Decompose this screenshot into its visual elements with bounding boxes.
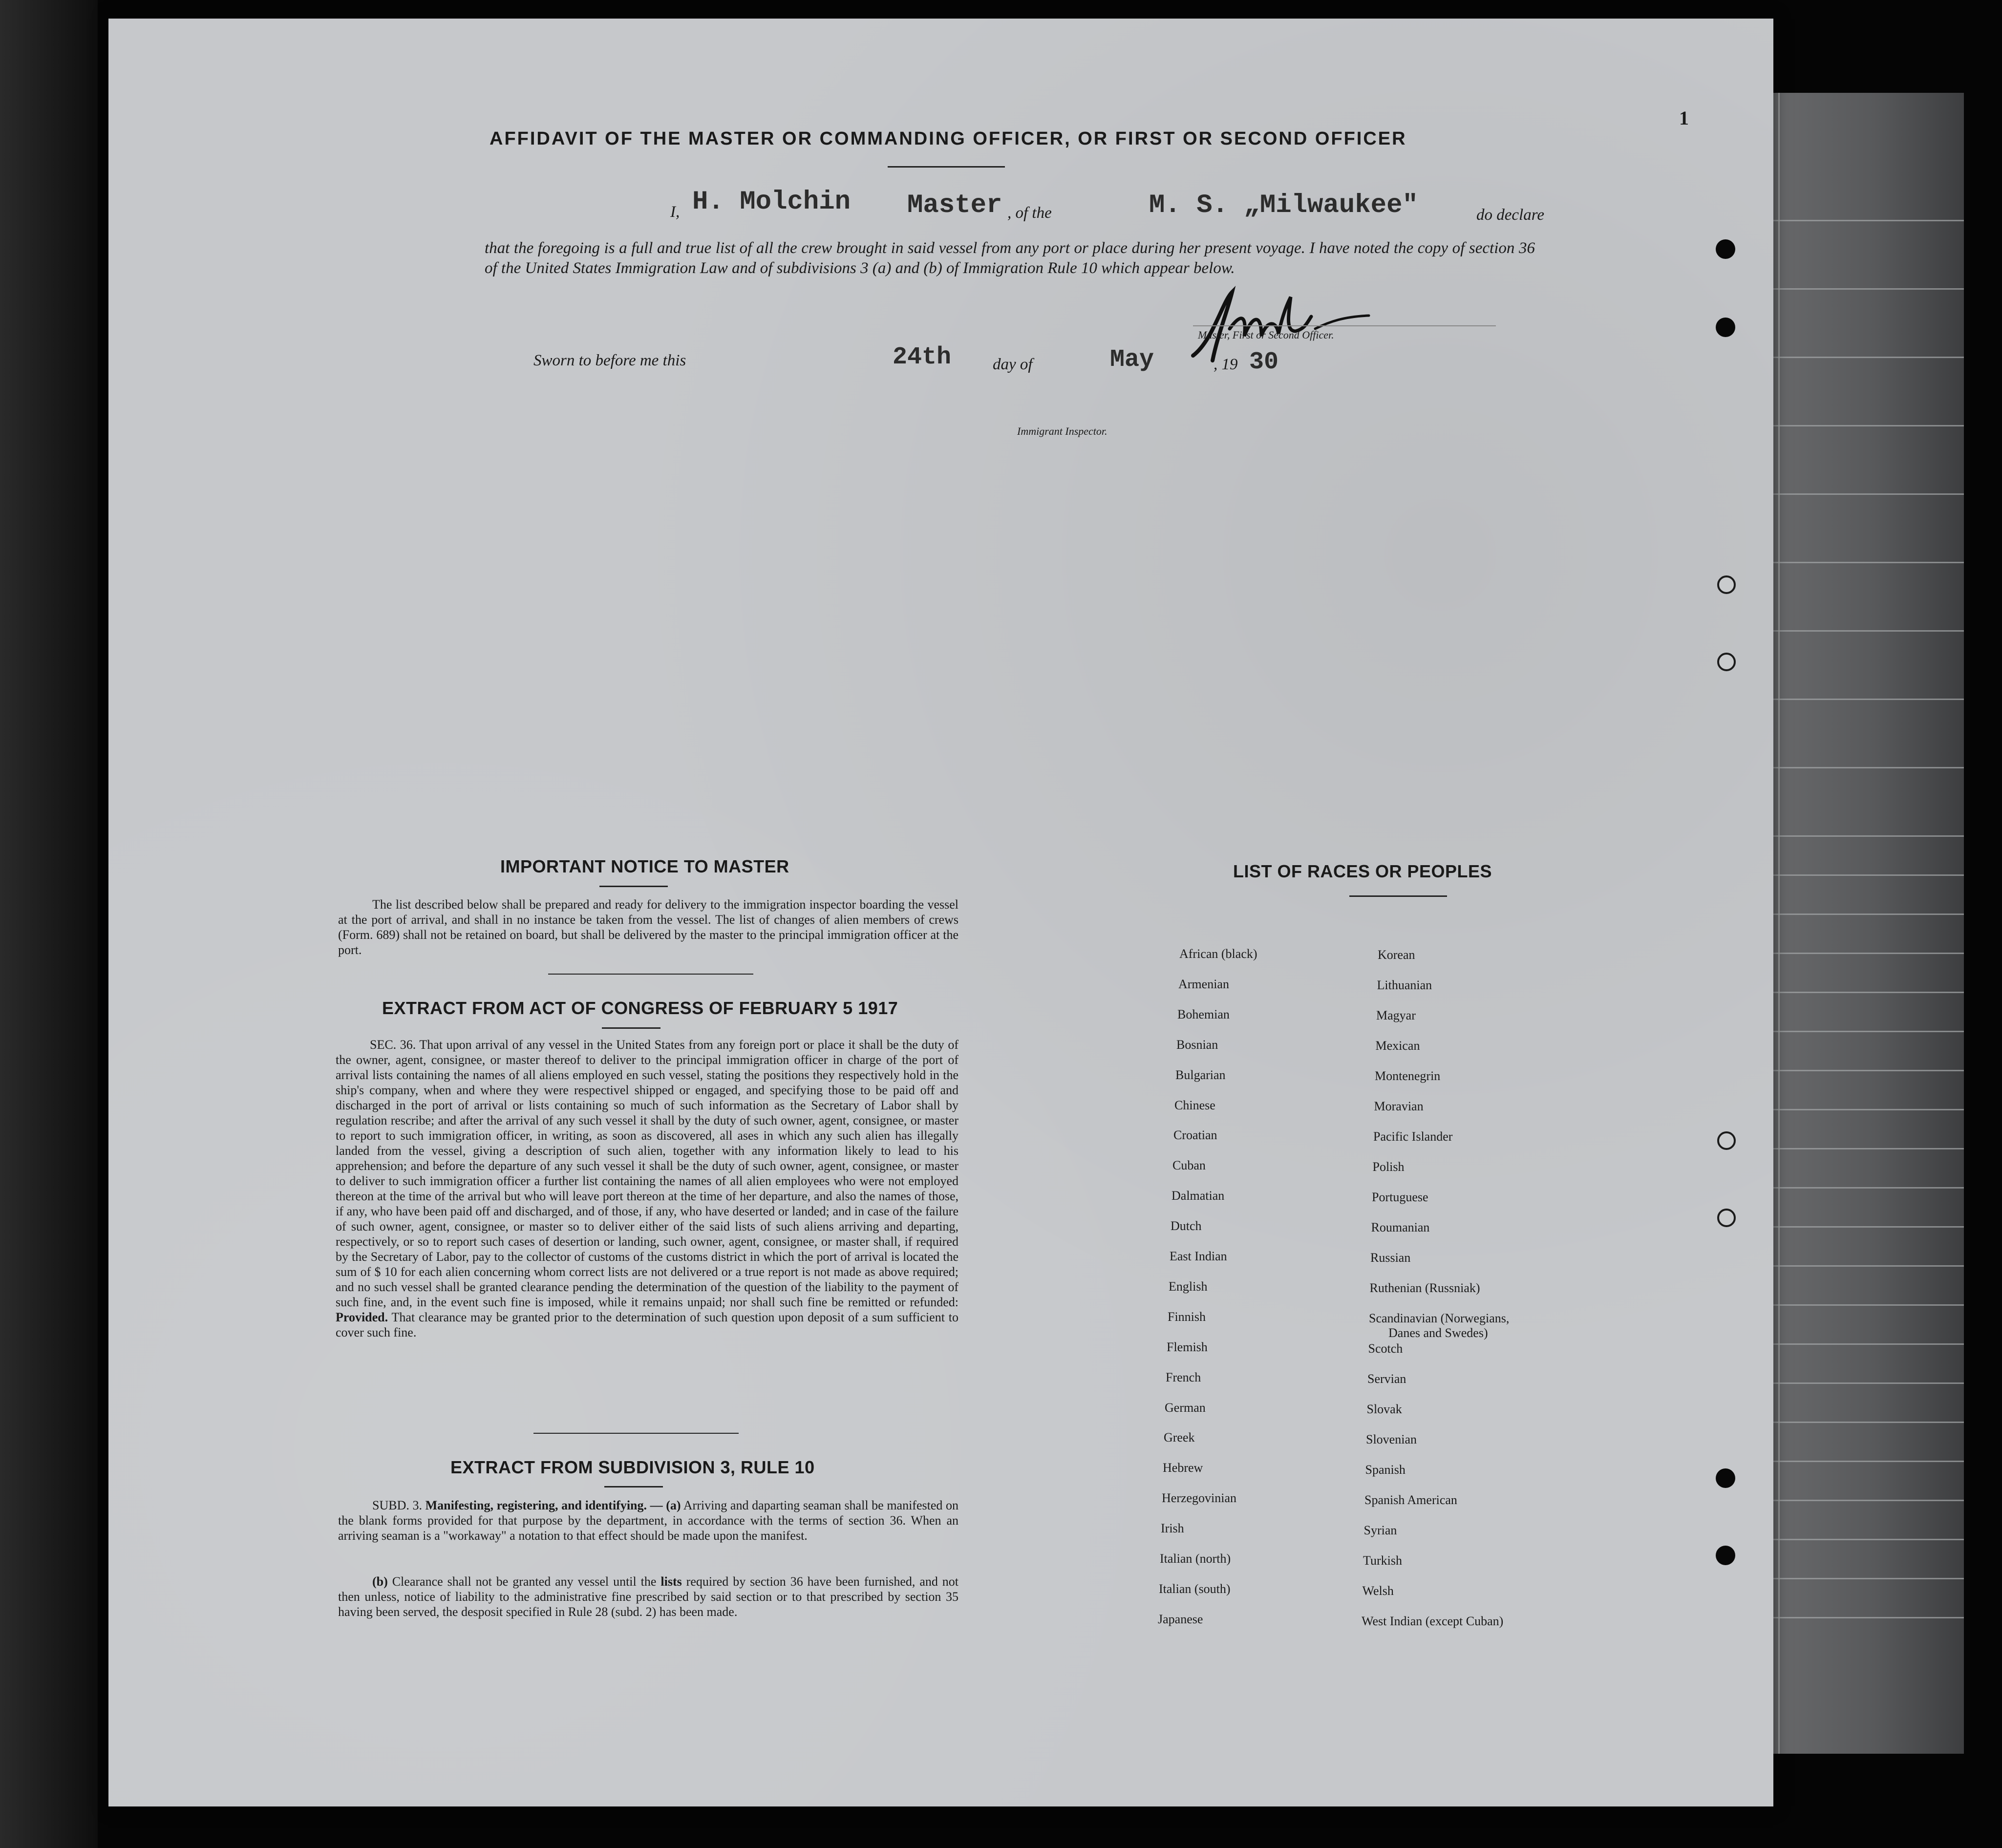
punch-hole-ring: [1717, 1131, 1736, 1150]
master-name: H. Molchin: [692, 187, 851, 217]
act-section-text: [336, 1037, 958, 1340]
act-body: SEC. 36. That upon arrival of any vessel in the United States from any foreign port or place it shall be the duty of the owner, agent, consignee, or master thereof to deliver to the principal immigration officer in charge of the port of arrival lists containing the names of all aliens employed en such vessel, stating the positions they respectively hold in the ship's company, when and where they were respectivel shipped or engaged, and specifying those to be paid off and discharged in the port of arrival or lists containing so much of such information as the Secretary of Labor shall by regulation rescribe; and after the arrival of any such vessel it shall by the duty of such owner, agent, consignee, or master to report to such immigration officer, in writing, as soon as discovered, all ases in which any such alien has illegally landed from the vessel, giving a description of such alien, together with any information likely to lead to his apprehension; and before the departure of any such vessel it shall be the duty of such owner, agent, consignee, or master to deliver to such immigration officer a further list containing the names of all alien employees who were not employed thereon at the time of the arrival but who will leave port thereon at the time of her departure, and also the names of those, if any, who have been paid off and discharged, and of those, if any, who have deserted or landed; and in case of the failure of such owner, agent, consignee, or master so to deliver either of the said lists of such aliens arriving and departing, respectively, or so to report such cases of desertion or landing, such owner, agent, consignee, or master shall, if required by the Secretary of Labor, pay to the collector of customs of the customs district in which the port of arrival is located the sum of $ 10 for each alien concerning whom correct lists are not delivered or a true report is not made as above required; and no such vessel shall be granted clearance pending the determination of the question of the liability to the payment of such fine, and, in the event such fine is imposed, while it remains unpaid; nor shall such fine be remitted or refunded:: [336, 1038, 958, 1309]
scanner-background: [0, 0, 98, 1848]
races-divider: [1349, 895, 1447, 897]
affidavit-title: AFFIDAVIT OF THE MASTER OR COMMANDING OFFICER, OR FIRST OR SECOND OFFICER: [490, 128, 1407, 149]
do-declare-label: do declare: [1476, 206, 1544, 224]
race-entry: West Indian (except Cuban): [1362, 1614, 1504, 1628]
race-entry: Scotch: [1368, 1341, 1403, 1356]
page-mark: 1: [1679, 107, 1689, 129]
declaration-text: that the foregoing is a full and true list of all the crew brought in said vessel from any port or place during her present voyage. I have noted the copy of section 36 of the United States Immigration Law and of subdivisions 3 (a) and (b) of Immigration Rule 10 which appear below.: [485, 239, 1535, 277]
sworn-label: Sworn to before me this: [533, 352, 686, 369]
race-entry: Bosnian: [1176, 1037, 1218, 1052]
race-entry: Bohemian: [1177, 1007, 1230, 1021]
race-entry: Scandinavian (Norwegians,: [1369, 1311, 1510, 1325]
year-prefix: , 19: [1214, 356, 1238, 373]
sworn-day: 24th: [893, 343, 952, 371]
race-entry: Danes and Swedes): [1388, 1326, 1488, 1340]
race-entry: Spanish: [1365, 1463, 1406, 1477]
sworn-month: May: [1110, 346, 1154, 374]
race-entry: Welsh: [1362, 1584, 1394, 1598]
race-entry: Flemish: [1167, 1339, 1208, 1354]
race-entry: East Indian: [1170, 1249, 1227, 1263]
race-entry: French: [1166, 1370, 1201, 1384]
para-b-label: (b): [372, 1574, 388, 1589]
punch-hole: [1716, 318, 1735, 337]
race-entry: Slovak: [1366, 1402, 1402, 1416]
race-entry: Greek: [1164, 1430, 1195, 1445]
races-title: LIST OF RACES OR PEOPLES: [1233, 861, 1492, 881]
race-entry: Bulgarian: [1175, 1067, 1226, 1082]
race-entry: Cuban: [1172, 1158, 1206, 1173]
master-signature: [1183, 282, 1379, 370]
punch-hole: [1716, 239, 1735, 259]
race-entry: Moravian: [1374, 1099, 1424, 1113]
act-body-end: That clearance may be granted prior to the determination of such question upon deposit of a sum sufficient to cover such fine.: [336, 1310, 959, 1339]
race-entry: Magyar: [1376, 1008, 1416, 1022]
race-entry: Italian (north): [1160, 1551, 1231, 1566]
document-page: [108, 19, 1773, 1806]
race-entry: Pacific Islander: [1373, 1129, 1453, 1144]
of-the-label: , of the: [1007, 204, 1052, 222]
race-entry: African (black): [1179, 947, 1257, 961]
race-entry: Armenian: [1178, 977, 1229, 991]
race-entry: Irish: [1161, 1521, 1184, 1536]
para-b-pre: Clearance shall not be granted any vessel until the: [392, 1574, 657, 1589]
race-entry: Croatian: [1173, 1128, 1217, 1143]
race-entry: Roumanian: [1371, 1220, 1430, 1234]
day-of-label: day of: [993, 356, 1033, 373]
notice-title: IMPORTANT NOTICE TO MASTER: [500, 856, 789, 876]
para-a-text: Arriving and daparting seaman shall be manifested on the blank forms provided for that purpose by the department, in accordance with the terms of section 36. When an arriving seaman is a "workaway" a notation to that effect should be made upon the manifest.: [338, 1498, 958, 1543]
punch-hole-ring: [1717, 575, 1736, 594]
punch-hole-ring: [1717, 653, 1736, 671]
race-entry: Mexican: [1375, 1039, 1420, 1053]
act-provided: Provided.: [336, 1310, 388, 1324]
race-entry: English: [1169, 1279, 1208, 1294]
rule-title: EXTRACT FROM SUBDIVISION 3, RULE 10: [450, 1457, 815, 1477]
rule-para-b: [338, 1574, 958, 1619]
title-divider: [888, 166, 1005, 168]
vessel-name: M. S. „Milwaukee": [1149, 191, 1418, 220]
lists-word: lists: [660, 1574, 682, 1589]
race-entry: Polish: [1372, 1160, 1405, 1174]
race-entry: Japanese: [1158, 1612, 1203, 1626]
signature-line: [1193, 325, 1496, 326]
i-label: I,: [670, 203, 680, 221]
race-entry: Spanish American: [1364, 1493, 1457, 1507]
punch-hole: [1716, 1546, 1735, 1565]
act-divider: [602, 1027, 660, 1029]
notice-divider: [599, 886, 668, 887]
sworn-year: 30: [1249, 348, 1279, 376]
race-entry: Russian: [1370, 1251, 1411, 1265]
punch-hole: [1716, 1468, 1735, 1488]
section-separator: [533, 1433, 739, 1434]
race-entry: Montenegrin: [1375, 1069, 1441, 1083]
race-entry: Portuguese: [1372, 1190, 1428, 1204]
race-entry: Slovenian: [1366, 1432, 1417, 1446]
race-entry: Dalmatian: [1171, 1189, 1225, 1203]
race-entry: Syrian: [1363, 1523, 1397, 1537]
signature-caption: Master, First or Second Officer.: [1198, 329, 1334, 341]
race-entry: Ruthenian (Russniak): [1369, 1281, 1480, 1295]
race-entry: Italian (south): [1159, 1581, 1231, 1596]
race-entry: Hebrew: [1163, 1461, 1203, 1475]
para-a-label: — (a): [650, 1498, 681, 1512]
race-entry: Korean: [1378, 948, 1415, 962]
subd-heading: Manifesting, registering, and identifying.: [425, 1498, 647, 1512]
act-title: EXTRACT FROM ACT OF CONGRESS OF FEBRUARY 5 1917: [382, 998, 898, 1018]
race-entry: Dutch: [1171, 1219, 1202, 1233]
inspector-caption: Immigrant Inspector.: [1017, 425, 1107, 437]
race-entry: Lithuanian: [1377, 978, 1432, 992]
subd-label: SUBD. 3.: [372, 1498, 422, 1512]
race-entry: Herzegovinian: [1162, 1491, 1237, 1506]
notice-text: The list described below shall be prepared and ready for delivery to the immigration inspector boarding the vessel at the port of arrival, and shall in no instance be taken from the vessel. The list of changes of alien members of crews (Form. 689) shall not be retained on board, but shall be delivered by the master to the principal immigration officer at the port.: [338, 897, 958, 957]
section-separator: [548, 974, 753, 975]
race-entry: Finnish: [1168, 1309, 1206, 1324]
race-entry: Chinese: [1174, 1098, 1215, 1112]
rule-para-a: [338, 1498, 958, 1543]
rule-divider: [604, 1486, 663, 1487]
race-entry: German: [1165, 1400, 1206, 1415]
para-b-post: required by section 36 have been furnished, and not then unless, notice of liability to the administrative fine prescribed by said section or to that prescribed by section 35 having been served, the desposit specified in Rule 28 (subd. 2) has been made.: [338, 1574, 959, 1619]
punch-hole-ring: [1717, 1209, 1736, 1227]
race-entry: Turkish: [1363, 1553, 1402, 1568]
race-entry: Servian: [1367, 1372, 1406, 1386]
master-rank: Master: [907, 191, 1002, 220]
